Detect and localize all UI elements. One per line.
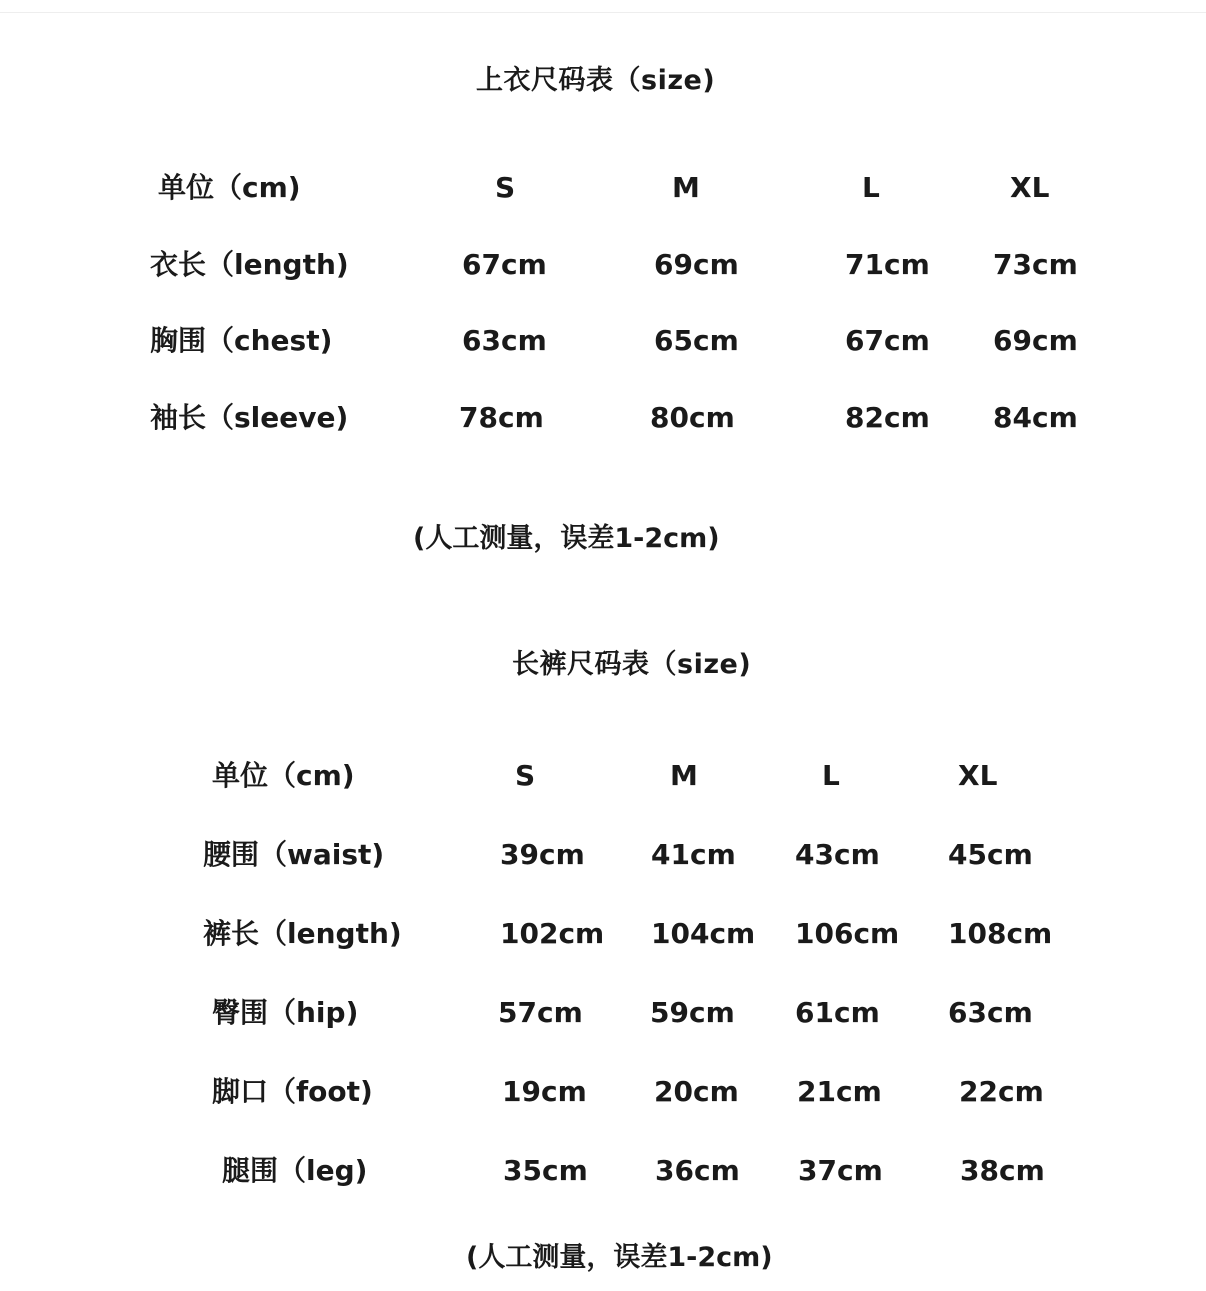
pants-cell: 45cm (948, 838, 1033, 871)
top-size-header-s: S (495, 171, 516, 204)
top-size-header-l: L (862, 171, 880, 204)
top-cell: 69cm (654, 248, 739, 281)
pants-size-header-m: M (670, 759, 698, 792)
pants-cell: 104cm (651, 917, 756, 950)
pants-measurement-note: (人工测量，误差1-2cm) (466, 1242, 773, 1273)
pants-cell: 102cm (500, 917, 605, 950)
pants-cell: 20cm (654, 1075, 739, 1108)
pants-cell: 36cm (655, 1154, 740, 1187)
pants-cell: 61cm (795, 996, 880, 1029)
pants-size-chart-title: 长裤尺码表（size) (512, 649, 752, 680)
top-divider (0, 12, 1206, 13)
top-row-label-length: 衣长（length) (150, 248, 349, 281)
pants-row-label-hip: 臀围（hip) (212, 996, 359, 1029)
top-cell: 78cm (459, 401, 544, 434)
pants-cell: 59cm (650, 996, 735, 1029)
pants-cell: 41cm (651, 838, 736, 871)
pants-row-label-leg: 腿围（leg) (222, 1154, 368, 1187)
top-cell: 69cm (993, 324, 1078, 357)
pants-cell: 43cm (795, 838, 880, 871)
pants-size-header-s: S (515, 759, 536, 792)
top-measurement-note: (人工测量，误差1-2cm) (413, 523, 720, 554)
pants-row-label-waist: 腰围（waist) (203, 838, 385, 871)
top-cell: 67cm (462, 248, 547, 281)
top-unit-label: 单位（cm) (158, 171, 301, 204)
pants-cell: 19cm (502, 1075, 587, 1108)
top-cell: 65cm (654, 324, 739, 357)
pants-cell: 63cm (948, 996, 1033, 1029)
top-cell: 73cm (993, 248, 1078, 281)
pants-cell: 22cm (959, 1075, 1044, 1108)
top-row-label-chest: 胸围（chest) (150, 324, 333, 357)
pants-row-label-foot: 脚口（foot) (212, 1075, 373, 1108)
top-size-header-m: M (672, 171, 700, 204)
top-row-label-sleeve: 袖长（sleeve) (150, 401, 349, 434)
pants-cell: 57cm (498, 996, 583, 1029)
pants-cell: 108cm (948, 917, 1053, 950)
pants-row-label-length: 裤长（length) (203, 917, 402, 950)
pants-cell: 39cm (500, 838, 585, 871)
top-cell: 71cm (845, 248, 930, 281)
top-cell: 67cm (845, 324, 930, 357)
pants-cell: 37cm (798, 1154, 883, 1187)
top-size-chart-title: 上衣尺码表（size) (476, 65, 716, 96)
pants-cell: 106cm (795, 917, 900, 950)
pants-size-header-xl: XL (958, 759, 998, 792)
pants-cell: 38cm (960, 1154, 1045, 1187)
pants-unit-label: 单位（cm) (212, 759, 355, 792)
pants-cell: 35cm (503, 1154, 588, 1187)
top-cell: 80cm (650, 401, 735, 434)
top-cell: 84cm (993, 401, 1078, 434)
pants-cell: 21cm (797, 1075, 882, 1108)
top-cell: 63cm (462, 324, 547, 357)
top-size-header-xl: XL (1010, 171, 1050, 204)
top-cell: 82cm (845, 401, 930, 434)
pants-size-header-l: L (822, 759, 840, 792)
